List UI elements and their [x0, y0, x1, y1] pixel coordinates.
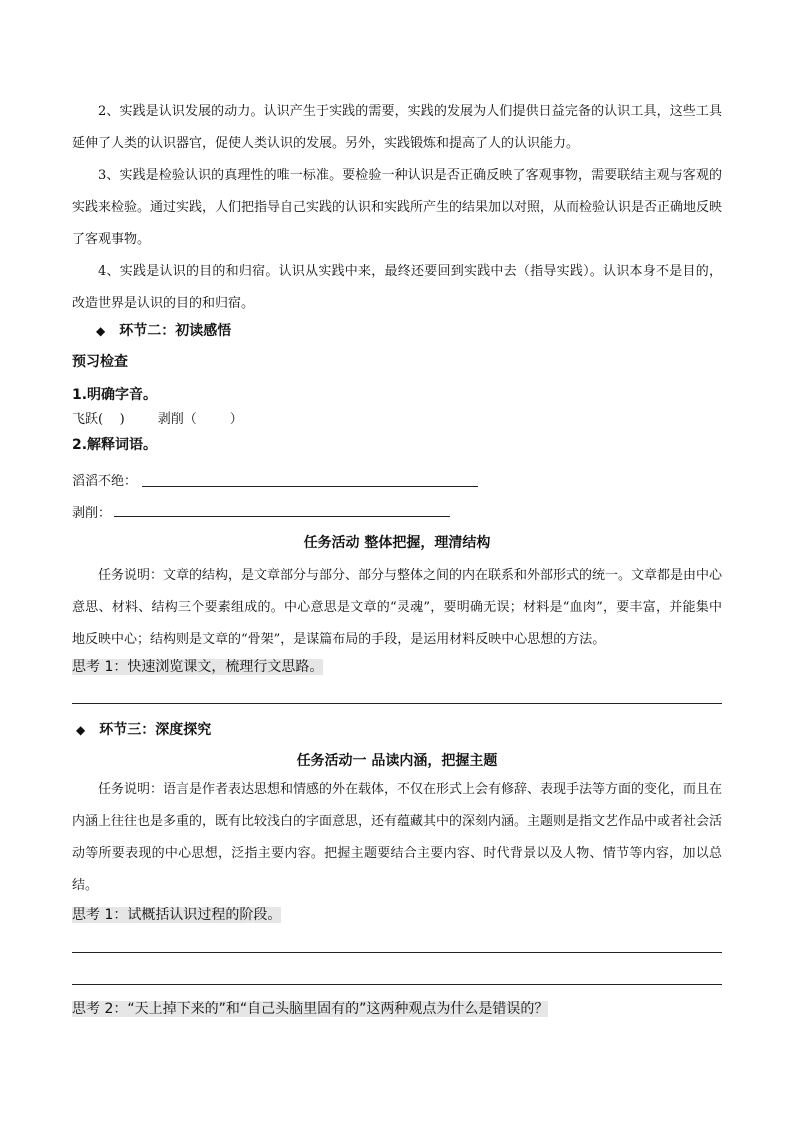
term-label-2: 剥削：: [72, 506, 112, 521]
term-label-1: 滔滔不绝：: [72, 474, 138, 489]
task-description-2: 任务说明：语言是作者表达思想和情感的外在载体，不仅在形式上会有修辞、表现手法等方面的变化，而且在内涵上往往也是多重的，既有比较浅白的字面意思，还有蕴藏其中的深刻内涵。主题则是指文艺作品中或者社会活动等所要表现的中心思想，泛指主要内容。把握主题要结合主要内容、时代背景以及人物、情节等内容，加以总结。: [72, 782, 723, 893]
think-text: 快速浏览课文，梳理行文思路。: [127, 659, 324, 675]
paragraph-practice-purpose: 4、实践是认识的目的和归宿。认识从实践中来，最终还要回到实践中去（指导实践）。认识本身不是目的，改造世界是认识的目的和归宿。: [72, 264, 722, 311]
diamond-bullet-icon: ◆: [76, 723, 86, 737]
section-title-3: 环节三：深度探究: [99, 722, 212, 738]
section-heading-2: [96, 320, 231, 340]
pronunciation-line: 飞跃( ) 剥削（ ）: [72, 412, 243, 427]
think-question-1: [72, 656, 323, 676]
answer-line-think-2-1b[interactable]: [72, 984, 722, 985]
task-activity-title-2: 任务活动一 品读内涵，把握主题: [296, 753, 498, 769]
task-description-1: 任务说明：文章的结构，是文章部分与部分、部分与整体之间的内在联系和外部形式的统一。文章都是由中心意思、材料、结构三个要素组成的。中心意思是文章的“灵魂”，要明确无误；材料是“血肉”，要丰富，并能集中地反映中心；结构则是文章的“骨架”，是谋篇布局的手段，是运用材料反映中心思想的方法。: [72, 568, 723, 647]
think-label: 思考 1：: [72, 907, 128, 923]
question-1-title: 1.明确字音。: [72, 387, 158, 403]
paragraph-practice-standard: 3、实践是检验认识的真理性的唯一标准。要检验一种认识是否正确反映了客观事物，需要联结主观与客观的实践来检验。通过实践，人们把指导自己实践的认识和实践所产生的结果加以对照，从而检验认识是否正确地反映了客观事物。: [72, 168, 723, 247]
answer-line-term-2[interactable]: [114, 516, 450, 517]
think-question-2-1: [72, 904, 281, 924]
answer-line-term-1[interactable]: [142, 486, 478, 487]
preview-heading: 预习检查: [72, 354, 128, 370]
think-label: 思考 1：: [72, 659, 128, 675]
task-activity-title: 任务活动 整体把握，理清结构: [303, 535, 491, 551]
section-heading-3: [76, 719, 211, 739]
think-text: 试概括认识过程的阶段。: [127, 907, 282, 923]
answer-line-think-2-1a[interactable]: [72, 952, 722, 953]
think-question-2-2: [72, 998, 548, 1018]
paragraph-practice-motive: 2、实践是认识发展的动力。认识产生于实践的需要，实践的发展为人们提供日益完备的认识工具，这些工具延伸了人类的认识器官，促使人类认识的发展。另外，实践锻炼和提高了人的认识能力。: [72, 104, 722, 151]
question-2-title: 2.解释词语。: [72, 437, 158, 453]
think-text: “天上掉下来的”和“自己头脑里固有的”这两种观点为什么是错误的？: [127, 1001, 549, 1017]
think-label: 思考 2：: [72, 1001, 128, 1017]
section-title-2: 环节二：初读感悟: [119, 323, 232, 339]
answer-line-think-1[interactable]: [72, 703, 722, 704]
diamond-bullet-icon: ◆: [96, 324, 106, 338]
